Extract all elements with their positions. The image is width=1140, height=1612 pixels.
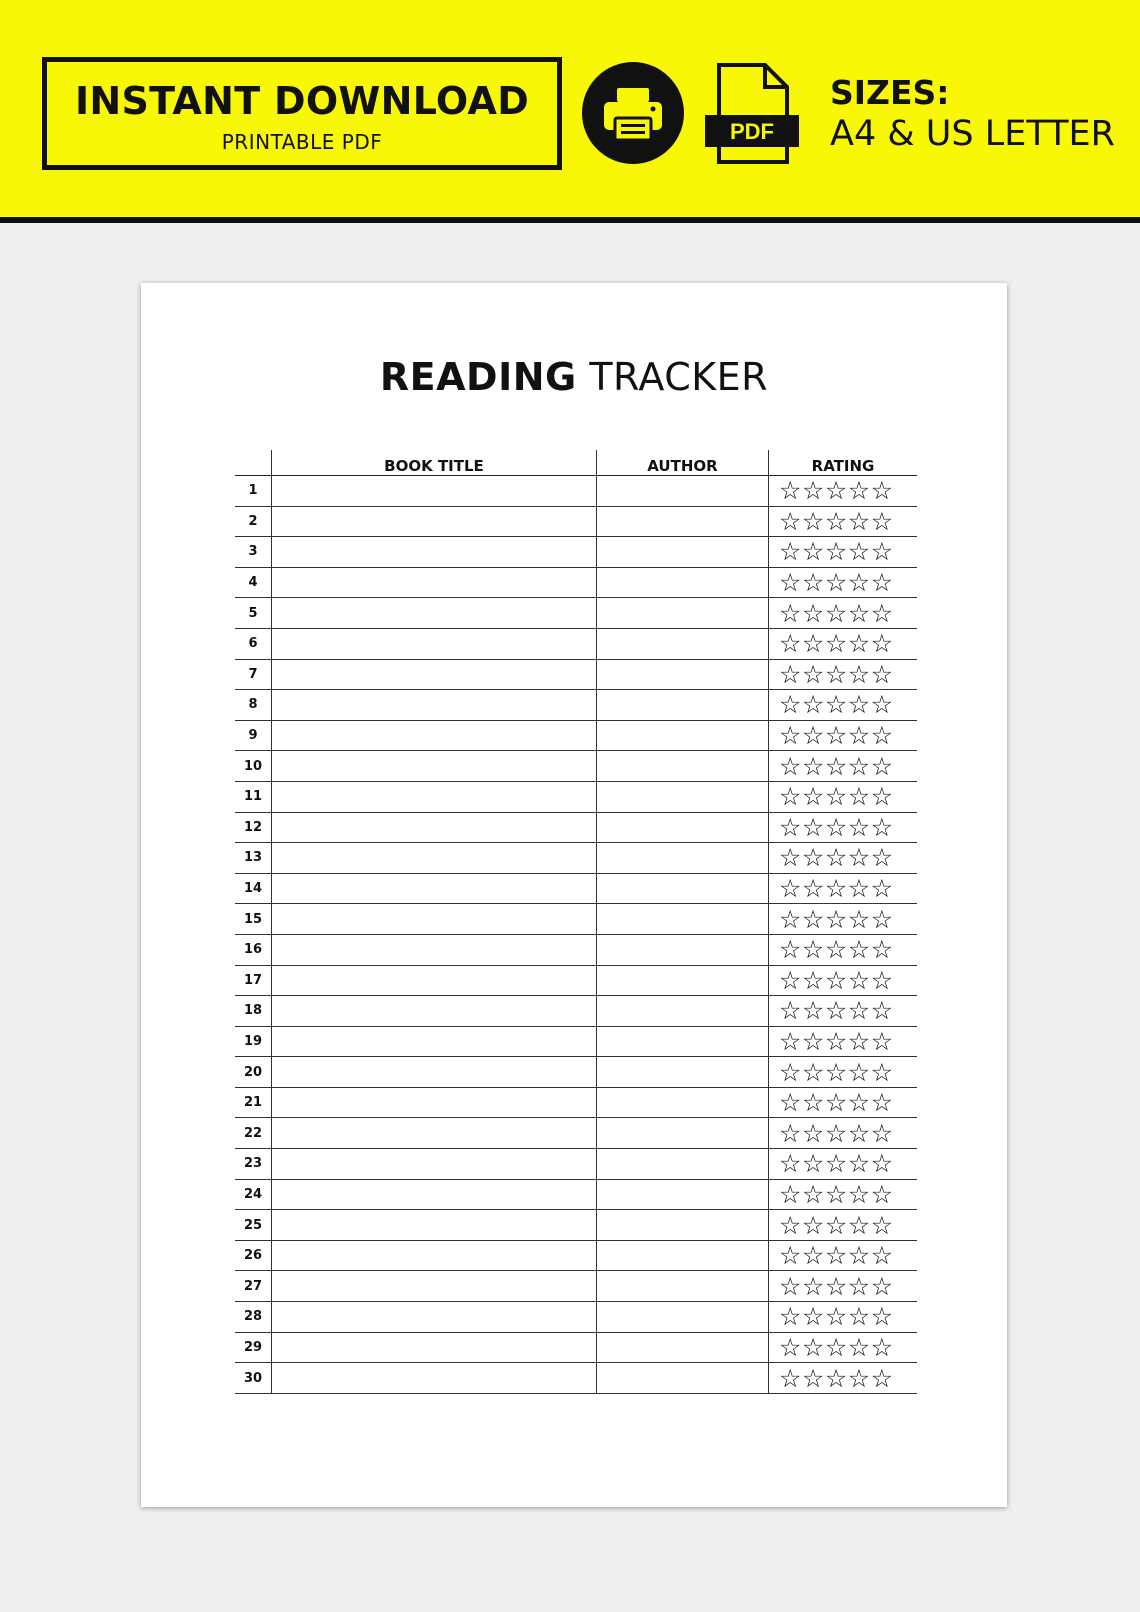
column-header-book-title: BOOK TITLE [272,450,597,476]
book-title-cell [272,1026,597,1057]
row-number: 6 [235,628,272,659]
author-cell [597,659,769,690]
table-row [235,1087,917,1118]
rating-stars: ☆☆☆☆☆ [769,843,918,874]
column-header-author: AUTHOR [597,450,769,476]
reading-tracker-table [235,450,917,1394]
rating-stars: ☆☆☆☆☆ [769,1118,918,1149]
rating-stars: ☆☆☆☆☆ [769,1179,918,1210]
table-row [235,628,917,659]
row-number: 1 [235,476,272,507]
table-row [235,1057,917,1088]
header-banner [0,0,1140,223]
author-cell [597,1271,769,1302]
row-number: 22 [235,1118,272,1149]
book-title-cell [272,1057,597,1088]
author-cell [597,690,769,721]
author-cell [597,781,769,812]
row-number: 27 [235,1271,272,1302]
rating-stars: ☆☆☆☆☆ [769,751,918,782]
rating-stars: ☆☆☆☆☆ [769,1240,918,1271]
row-number: 12 [235,812,272,843]
table-row [235,598,917,629]
book-title-cell [272,812,597,843]
row-number: 19 [235,1026,272,1057]
book-title-cell [272,628,597,659]
author-cell [597,720,769,751]
table-row [235,659,917,690]
rating-stars: ☆☆☆☆☆ [769,476,918,507]
rating-stars: ☆☆☆☆☆ [769,567,918,598]
book-title-cell [272,996,597,1027]
book-title-cell [272,690,597,721]
row-number: 23 [235,1149,272,1180]
table-row [235,751,917,782]
row-number: 2 [235,506,272,537]
row-number: 7 [235,659,272,690]
author-cell [597,904,769,935]
table-row [235,904,917,935]
table-row [235,567,917,598]
column-header-number [235,450,272,476]
author-cell [597,1240,769,1271]
rating-stars: ☆☆☆☆☆ [769,506,918,537]
rating-stars: ☆☆☆☆☆ [769,965,918,996]
rating-stars: ☆☆☆☆☆ [769,1332,918,1363]
table-row [235,506,917,537]
row-number: 29 [235,1332,272,1363]
book-title-cell [272,598,597,629]
book-title-cell [272,1149,597,1180]
book-title-cell [272,1240,597,1271]
rating-stars: ☆☆☆☆☆ [769,1026,918,1057]
table-row [235,996,917,1027]
author-cell [597,843,769,874]
rating-stars: ☆☆☆☆☆ [769,628,918,659]
table-row [235,720,917,751]
rating-stars: ☆☆☆☆☆ [769,690,918,721]
author-cell [597,1087,769,1118]
author-cell [597,628,769,659]
book-title-cell [272,476,597,507]
table-row [235,1179,917,1210]
rating-stars: ☆☆☆☆☆ [769,934,918,965]
row-number: 10 [235,751,272,782]
rating-stars: ☆☆☆☆☆ [769,1210,918,1241]
rating-stars: ☆☆☆☆☆ [769,904,918,935]
author-cell [597,476,769,507]
author-cell [597,1363,769,1394]
row-number: 18 [235,996,272,1027]
book-title-cell [272,1179,597,1210]
author-cell [597,1026,769,1057]
rating-stars: ☆☆☆☆☆ [769,1302,918,1333]
author-cell [597,598,769,629]
row-number: 17 [235,965,272,996]
book-title-cell [272,904,597,935]
rating-stars: ☆☆☆☆☆ [769,598,918,629]
row-number: 24 [235,1179,272,1210]
book-title-cell [272,1363,597,1394]
rating-stars: ☆☆☆☆☆ [769,1057,918,1088]
column-header-rating: RATING [769,450,918,476]
author-cell [597,1210,769,1241]
row-number: 13 [235,843,272,874]
pdf-label: PDF [730,119,774,144]
author-cell [597,1179,769,1210]
row-number: 8 [235,690,272,721]
book-title-cell [272,720,597,751]
book-title-cell [272,1332,597,1363]
table-row [235,1118,917,1149]
rating-stars: ☆☆☆☆☆ [769,1087,918,1118]
instant-download-box [42,57,562,170]
row-number: 15 [235,904,272,935]
book-title-cell [272,506,597,537]
table-row [235,843,917,874]
book-title-cell [272,751,597,782]
author-cell [597,751,769,782]
book-title-cell [272,1271,597,1302]
table-row [235,812,917,843]
table-row [235,1240,917,1271]
book-title-cell [272,934,597,965]
row-number: 3 [235,537,272,568]
banner-subtitle: PRINTABLE PDF [221,130,383,154]
author-cell [597,996,769,1027]
book-title-cell [272,781,597,812]
page-title [141,355,1007,399]
book-title-cell [272,1087,597,1118]
book-title-cell [272,843,597,874]
table-row [235,934,917,965]
book-title-cell [272,567,597,598]
author-cell [597,934,769,965]
rating-stars: ☆☆☆☆☆ [769,812,918,843]
row-number: 26 [235,1240,272,1271]
title-bold: READING [379,355,577,399]
row-number: 4 [235,567,272,598]
table-row [235,781,917,812]
book-title-cell [272,1210,597,1241]
table-body [235,476,917,1394]
author-cell [597,537,769,568]
rating-stars: ☆☆☆☆☆ [769,1363,918,1394]
table-row [235,1332,917,1363]
rating-stars: ☆☆☆☆☆ [769,1149,918,1180]
book-title-cell [272,873,597,904]
table-row [235,1271,917,1302]
author-cell [597,1118,769,1149]
rating-stars: ☆☆☆☆☆ [769,659,918,690]
author-cell [597,506,769,537]
row-number: 14 [235,873,272,904]
rating-stars: ☆☆☆☆☆ [769,996,918,1027]
printable-page [141,283,1007,1507]
row-number: 9 [235,720,272,751]
row-number: 28 [235,1302,272,1333]
rating-stars: ☆☆☆☆☆ [769,873,918,904]
author-cell [597,965,769,996]
author-cell [597,873,769,904]
table-row [235,873,917,904]
rating-stars: ☆☆☆☆☆ [769,720,918,751]
row-number: 25 [235,1210,272,1241]
table-row [235,476,917,507]
book-title-cell [272,965,597,996]
table-row [235,1363,917,1394]
row-number: 30 [235,1363,272,1394]
table-row [235,1210,917,1241]
rating-stars: ☆☆☆☆☆ [769,781,918,812]
book-title-cell [272,1118,597,1149]
author-cell [597,1332,769,1363]
rating-stars: ☆☆☆☆☆ [769,1271,918,1302]
rating-stars: ☆☆☆☆☆ [769,537,918,568]
book-title-cell [272,1302,597,1333]
row-number: 5 [235,598,272,629]
table-header-row [235,450,917,476]
table-row [235,965,917,996]
row-number: 11 [235,781,272,812]
pdf-file-icon [703,61,801,166]
row-number: 16 [235,934,272,965]
row-number: 21 [235,1087,272,1118]
book-title-cell [272,537,597,568]
book-title-cell [272,659,597,690]
author-cell [597,1149,769,1180]
author-cell [597,1302,769,1333]
printer-icon [582,62,684,164]
row-number: 20 [235,1057,272,1088]
table-row [235,690,917,721]
table-row [235,1026,917,1057]
author-cell [597,567,769,598]
author-cell [597,812,769,843]
banner-title: INSTANT DOWNLOAD [74,79,530,123]
table-row [235,1302,917,1333]
sizes-info [830,73,1115,154]
sizes-value: A4 & US LETTER [830,114,1115,154]
title-rest: TRACKER [589,355,769,399]
sizes-label: SIZES: [830,73,950,112]
table-row [235,537,917,568]
author-cell [597,1057,769,1088]
table-row [235,1149,917,1180]
